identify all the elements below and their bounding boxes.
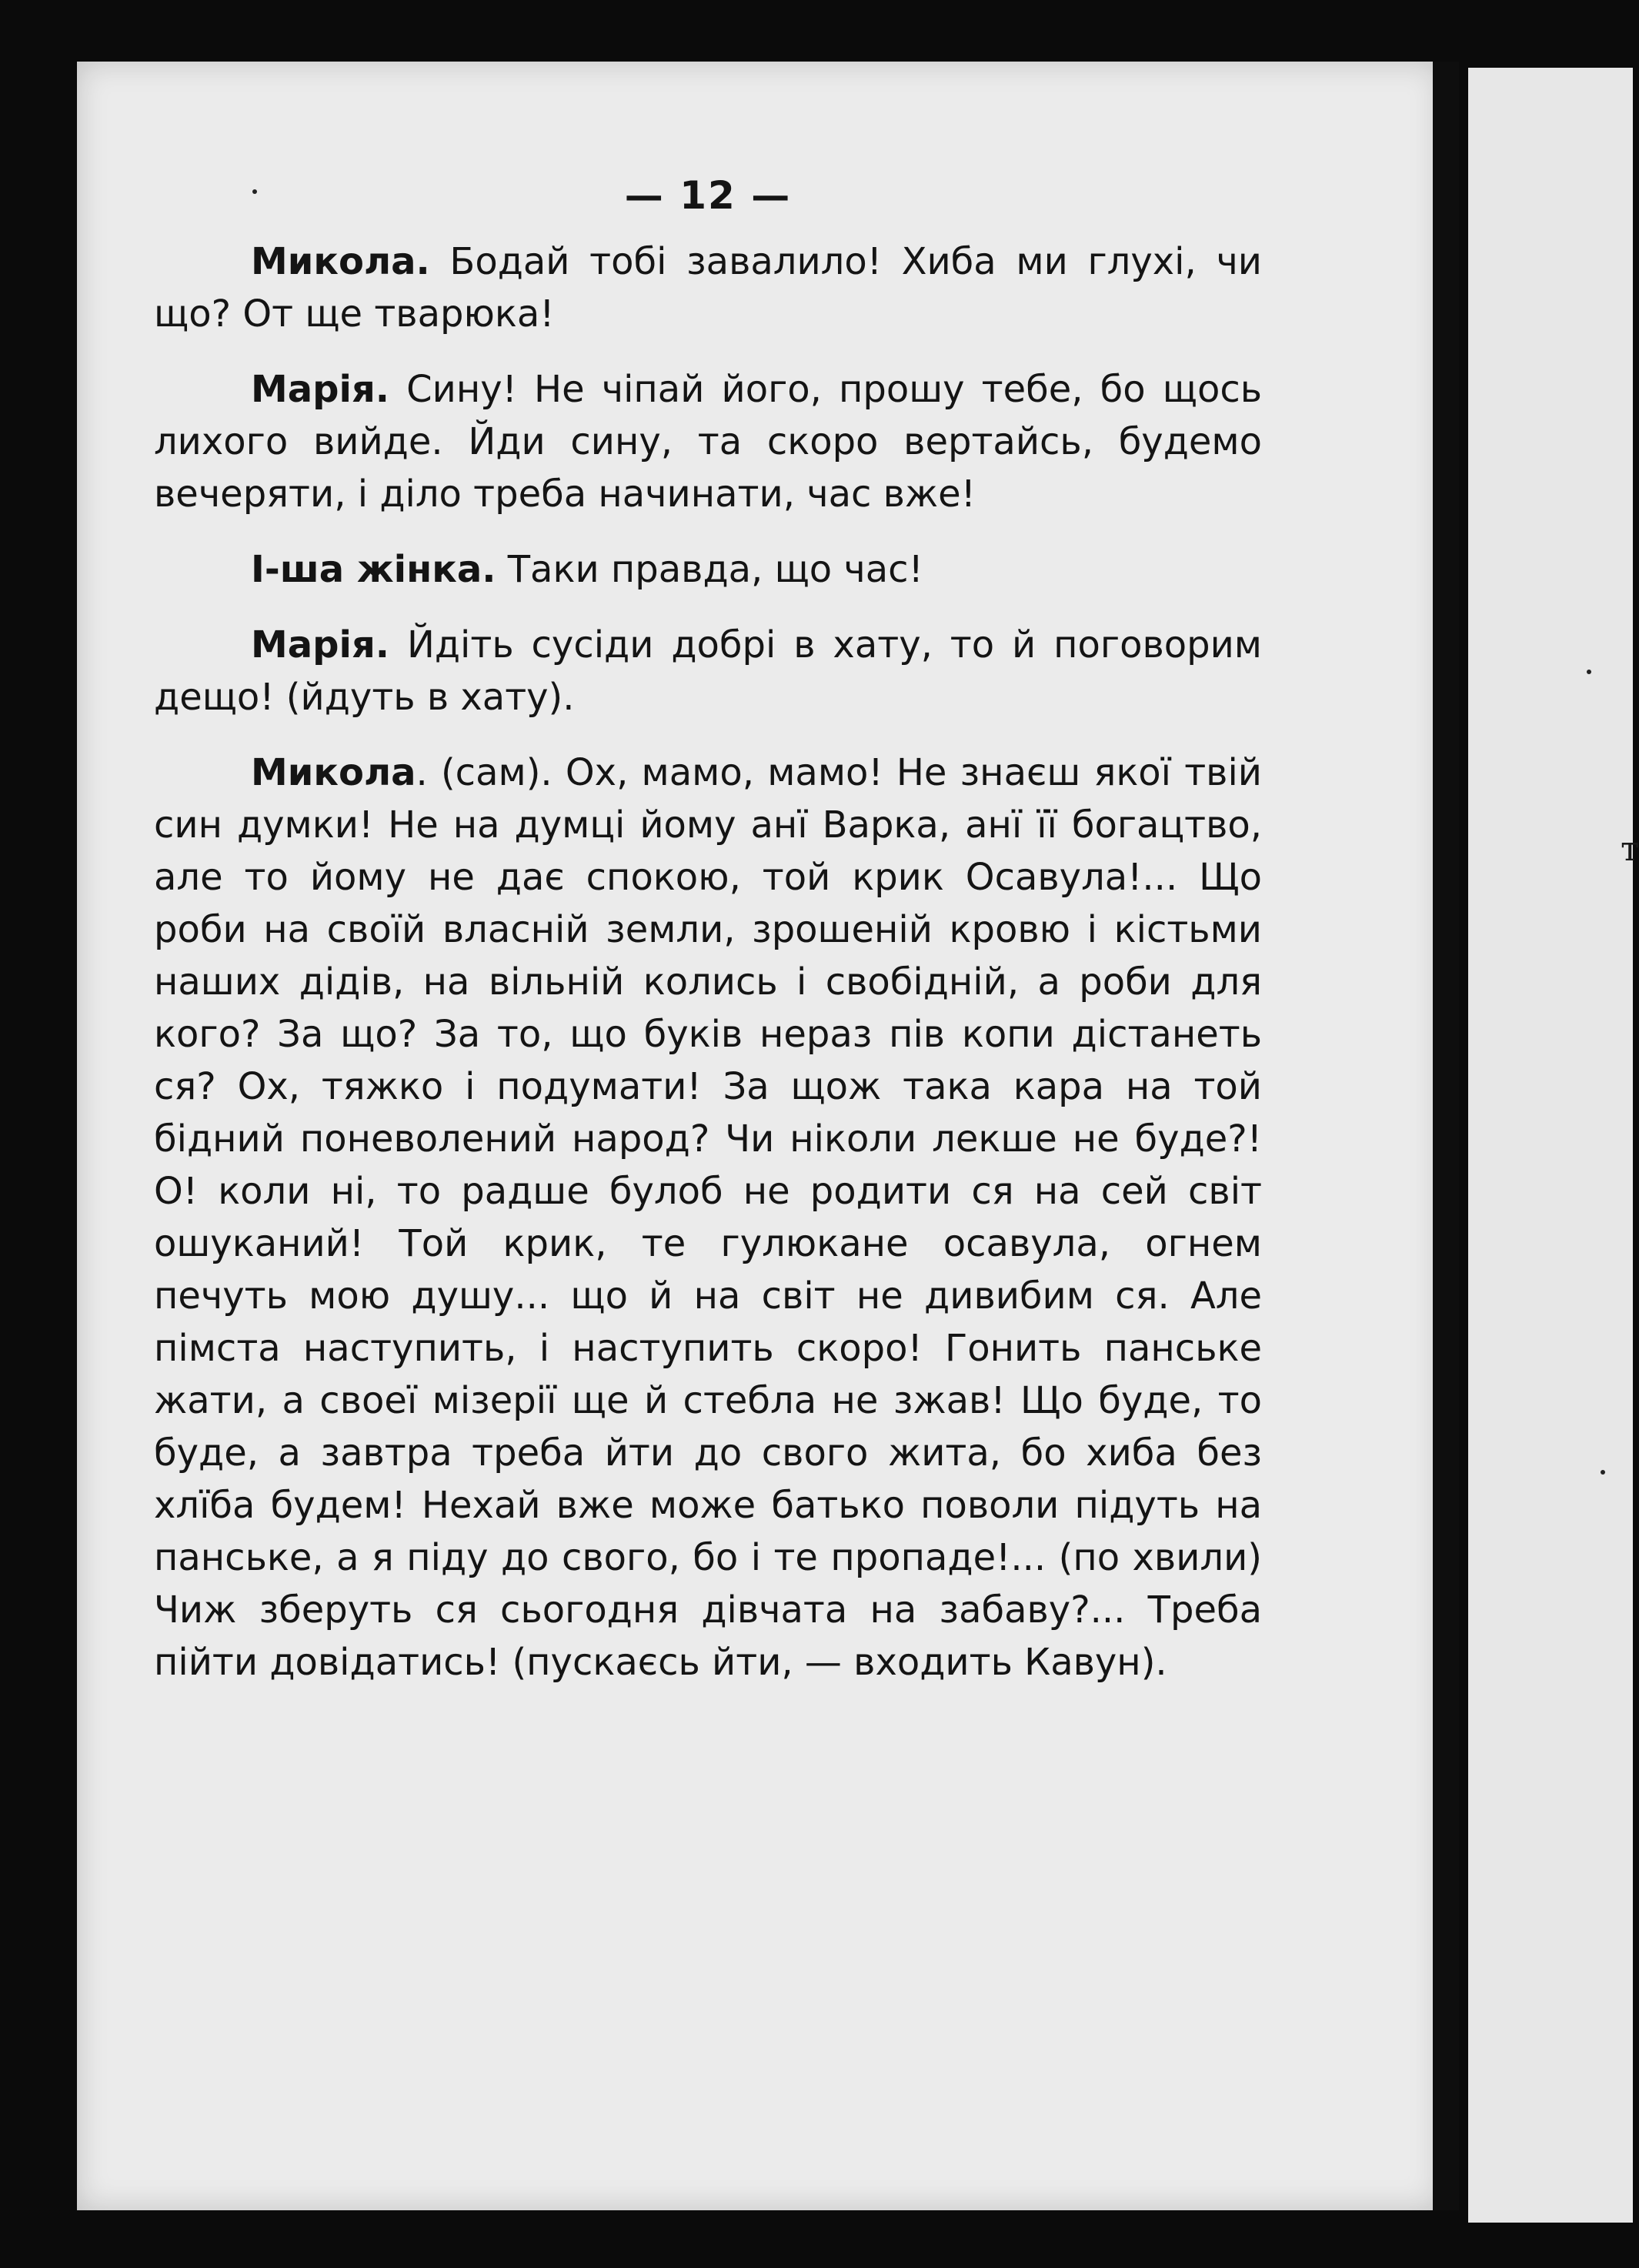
speaker-name: Марія. (251, 623, 390, 666)
dialogue-text: Бодай тобі завалило! Хиба ми глухі, чи що? От ще тварюка! (154, 240, 1262, 336)
dialogue-text: Йдіть сусіди добрі в хату, то й поговорим дещо! (йдуть в хату). (154, 623, 1262, 719)
speaker-name: Микола. (251, 240, 430, 283)
dialogue-paragraph (154, 747, 1262, 1688)
adjacent-page-fragment: т (1621, 830, 1639, 869)
dialogue-text: Таки правда, що час! (496, 548, 923, 591)
adjacent-page (1468, 68, 1633, 2223)
dialogue-text: Сину! Не чіпай його, прошу тебе, бо щось лихого вийде. Йди сину, та скоро вертайсь, будемо вечеряти, і діло треба начинати, час вже! (154, 368, 1262, 516)
speaker-name: Микола (251, 751, 416, 794)
dialogue-paragraph (154, 543, 1262, 596)
dialogue-text: . (сам). Ох, мамо, мамо! Не знаєш якої твій син думки! Не на думці йому анї Варка, анї її богацтво, але то йому не дає спокою, той крик Осавула!... Що роби на своїй власній земли, зрошеній кровю і кістьми наших дідів, на вільній колись і свобідній, а роби для кого? За що? За то, що буків нераз пів копи дістанеть ся? Ох, тяжко і подумати! За щож така кара на той бідний поневолений народ? Чи ніколи лекше не буде?! О! коли ні, то радше булоб не родити ся на сей світ ошуканий! Той крик, те гулюкане осавула, огнем печуть мою душу... що й на світ не дивибим ся. Але пімста наступить, і наступить скоро! Гонить панське жати, а своеї мізерії ще й стебла не зжав! Що буде, то буде, а завтра треба йти до свого жита, бо хиба без хлїба будем! Нехай вже може батько поволи підуть на панське, а я піду до свого, бо і те пропаде!... (по хвили) Чиж зберуть ся сьогодня дівчата на забаву?... Треба пійти довідатись! (пускаєсь йти, — входить Кавун). (154, 751, 1262, 1684)
page-number: — 12 — (624, 173, 792, 218)
scan-speck (1587, 670, 1591, 674)
page-text (154, 169, 1262, 1712)
speaker-name: І-ша жінка. (251, 548, 496, 591)
scan-speck (1601, 1470, 1605, 1475)
dialogue-paragraph (154, 235, 1262, 340)
dialogue-paragraph (154, 619, 1262, 723)
speaker-name: Марія. (251, 368, 390, 411)
dialogue-paragraph (154, 363, 1262, 520)
page-gutter (1433, 62, 1459, 2210)
